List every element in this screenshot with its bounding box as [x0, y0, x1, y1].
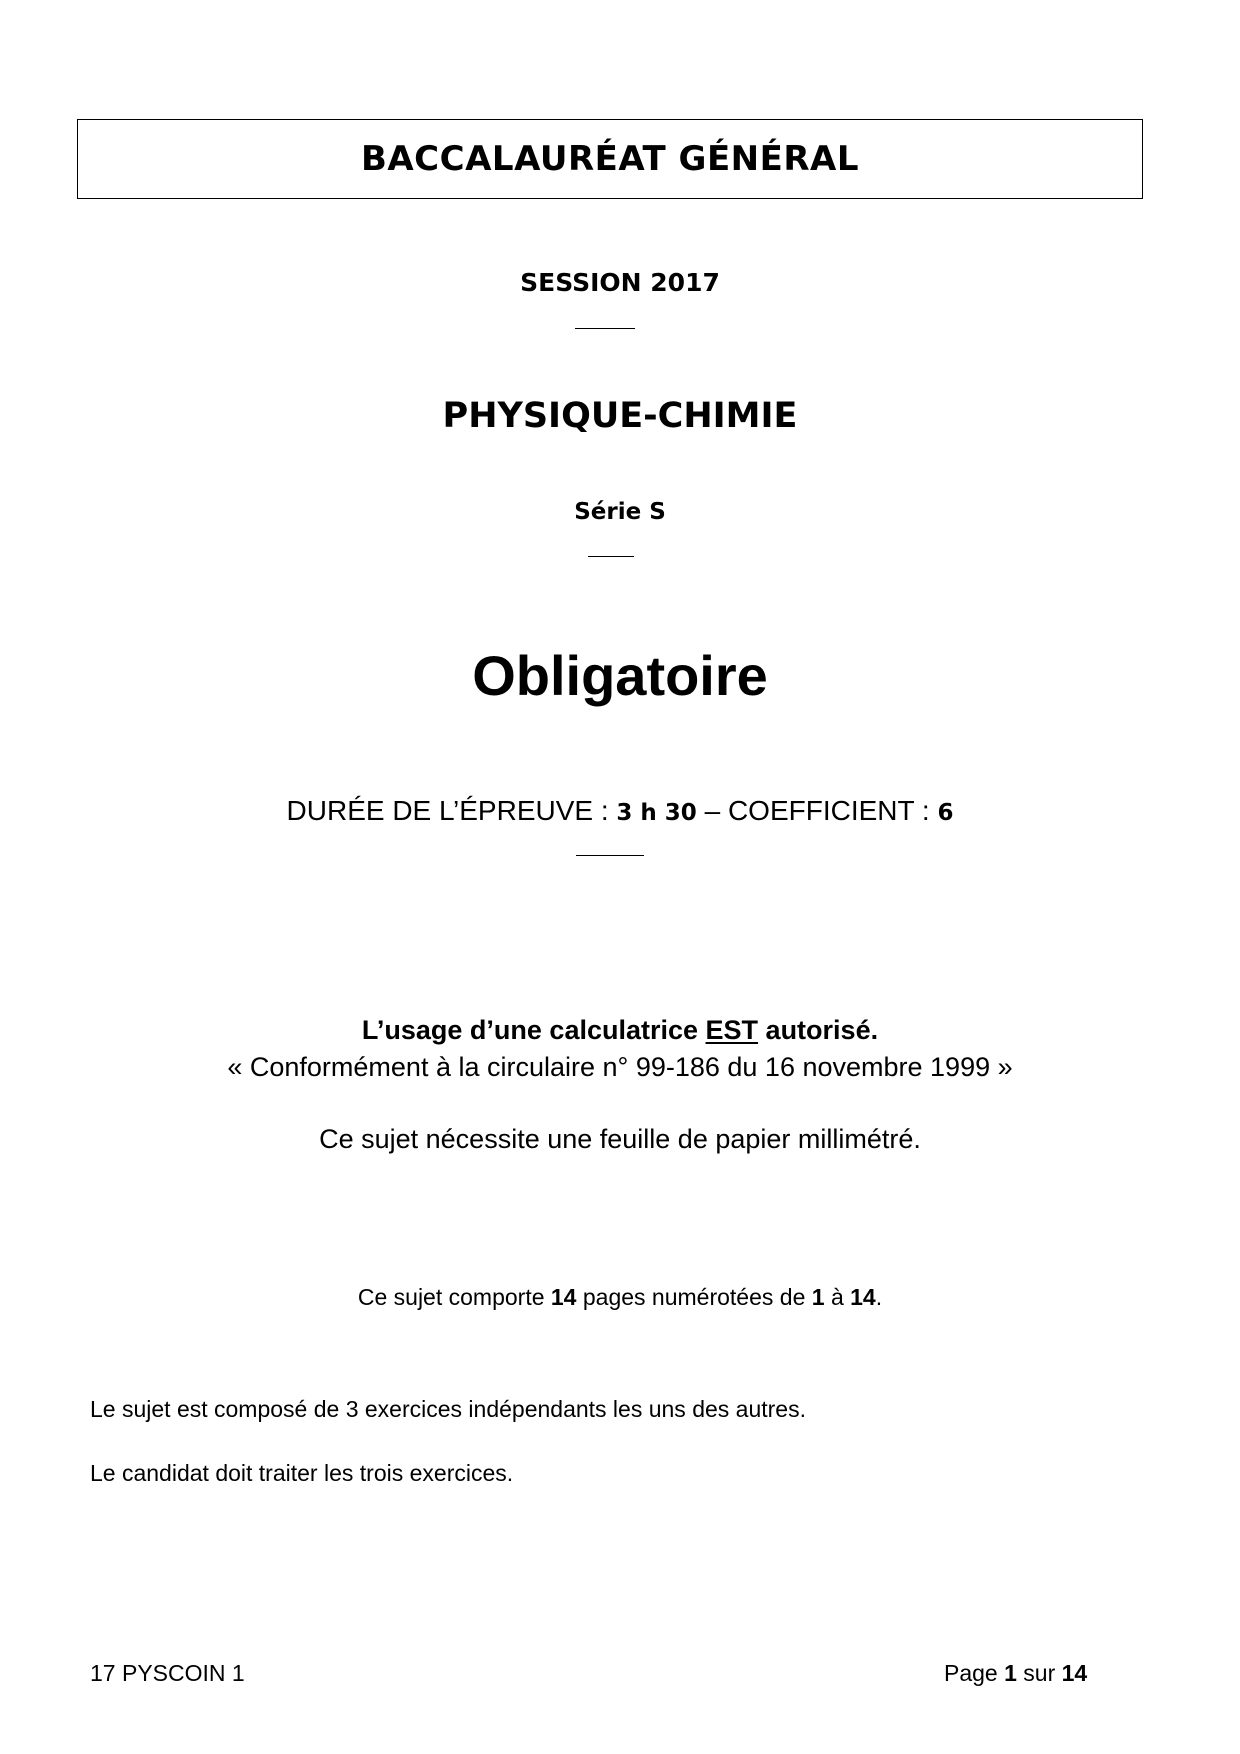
title-box [77, 119, 1143, 199]
duration-divider [576, 855, 644, 856]
coefficient-label: – COEFFICIENT : [696, 795, 938, 826]
page-current: 1 [1004, 1660, 1017, 1686]
page-label: Page [944, 1660, 1005, 1686]
calculator-prefix: L’usage d’une calculatrice [361, 1015, 706, 1045]
paragraph-exercises: Le sujet est composé de 3 exercices indépendants les uns des autres. [90, 1396, 806, 1422]
calculator-notice [0, 1015, 1240, 1046]
subject-heading: PHYSIQUE-CHIMIE [442, 396, 798, 436]
calculator-suffix: autorisé. [758, 1015, 879, 1045]
option-heading: Obligatoire [472, 644, 768, 707]
duration-label: DURÉE DE L’ÉPREUVE : [286, 795, 617, 826]
paper-note: Ce sujet nécessite une feuille de papier millimétré. [319, 1124, 921, 1154]
footer-page-number [944, 1660, 1087, 1687]
footer-code: 17 PYSCOIN 1 [90, 1660, 245, 1686]
pages-first: 1 [811, 1284, 825, 1310]
pages-text-4: . [875, 1284, 883, 1310]
duration-line [0, 795, 1240, 827]
page-total: 14 [1061, 1660, 1088, 1686]
calculator-emphasis: EST [705, 1015, 759, 1045]
session-divider [575, 328, 635, 329]
pages-note [0, 1284, 1240, 1311]
duration-value: 3 h 30 [616, 800, 697, 826]
paragraph-instructions: Le candidat doit traiter les trois exercices. [90, 1460, 514, 1486]
exam-title: BACCALAURÉAT GÉNÉRAL [360, 139, 860, 179]
page-separator: sur [1016, 1660, 1062, 1686]
circular-reference: « Conformément à la circulaire n° 99-186 du 16 novembre 1999 » [227, 1052, 1013, 1082]
serie-divider [588, 556, 634, 557]
pages-text-3: à [824, 1284, 851, 1310]
coefficient-value: 6 [937, 800, 954, 826]
pages-text-2: pages numérotées de [576, 1284, 812, 1310]
session-heading: SESSION 2017 [520, 268, 720, 297]
serie-heading: Série S [574, 499, 666, 525]
pages-last: 14 [850, 1284, 876, 1310]
pages-count: 14 [550, 1284, 577, 1310]
pages-text-1: Ce sujet comporte [357, 1284, 551, 1310]
